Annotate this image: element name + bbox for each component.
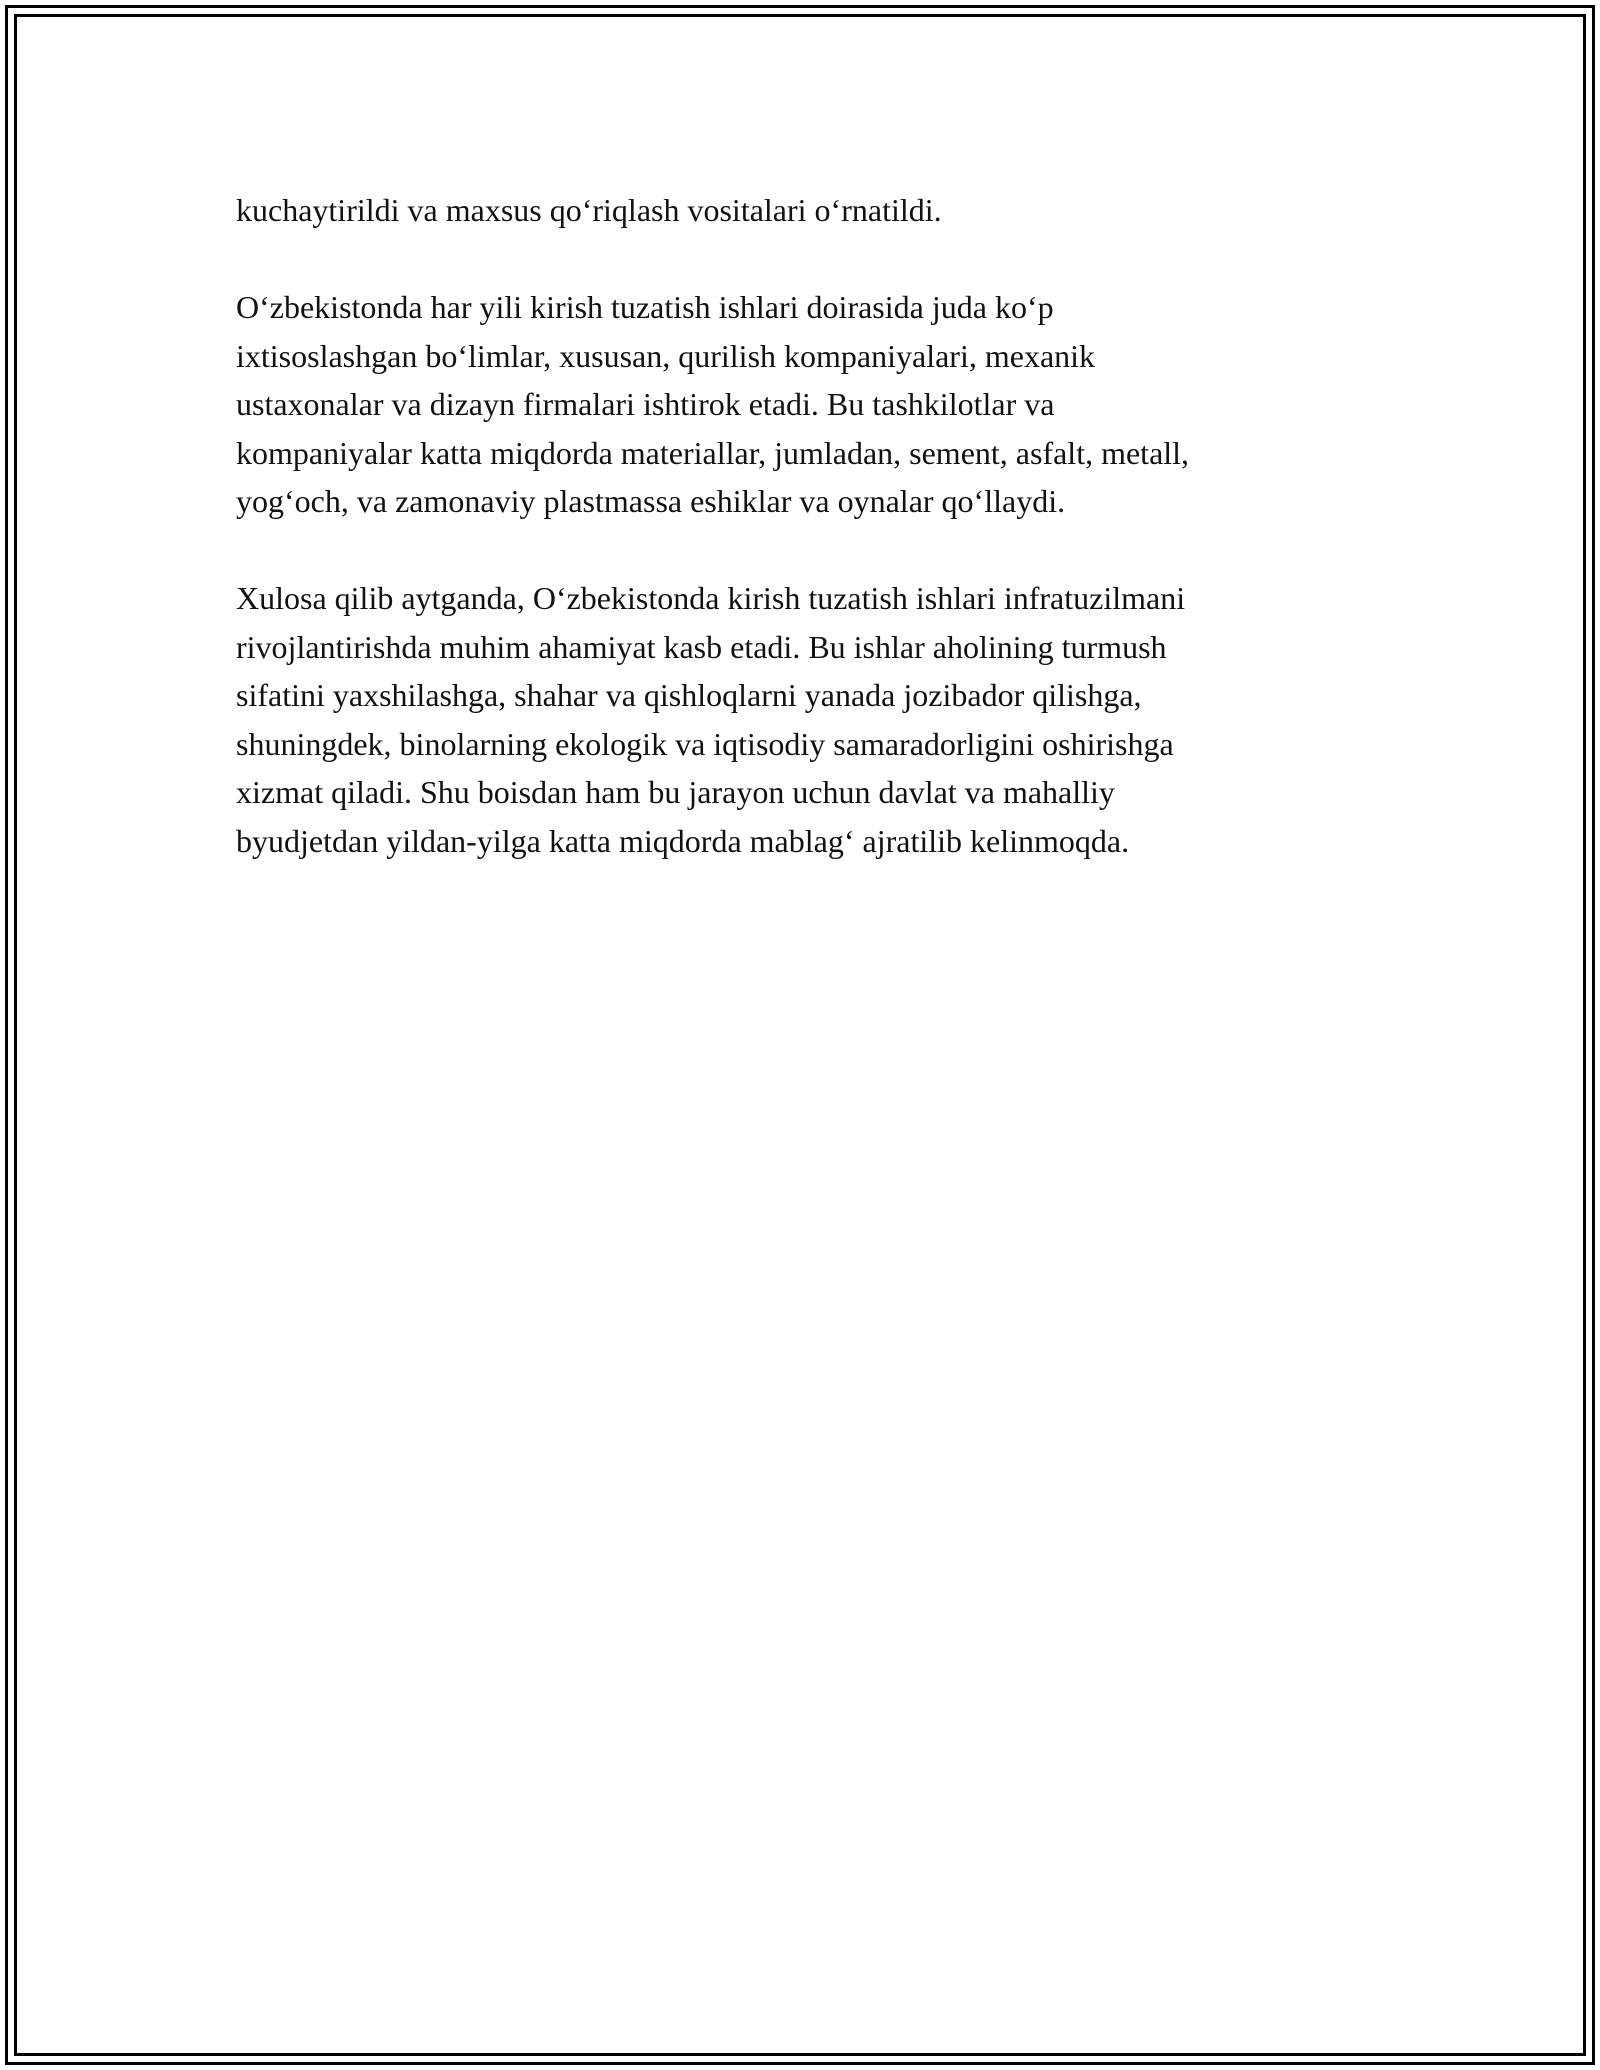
paragraph-1 bbox=[236, 186, 1356, 235]
document-body bbox=[236, 186, 1356, 865]
paragraph-line: xizmat qiladi. Shu boisdan ham bu jarayon uchun davlat va mahalliy bbox=[236, 774, 1115, 810]
paragraph-gap bbox=[236, 526, 1356, 575]
paragraph-line: ustaxonalar va dizayn firmalari ishtirok etadi. Bu tashkilotlar va bbox=[236, 386, 1055, 422]
paragraph-line: rivojlantirishda muhim ahamiyat kasb etadi. Bu ishlar aholining turmush bbox=[236, 628, 1167, 665]
paragraph-line: yog‘och, va zamonaviy plastmassa eshiklar va oynalar qo‘llaydi. bbox=[236, 483, 1066, 519]
paragraph-gap bbox=[236, 235, 1356, 284]
paragraph-line: byudjetdan yildan-yilga katta miqdorda mablag‘ ajratilib kelinmoqda. bbox=[236, 822, 1130, 859]
paragraph-line: kuchaytirildi va maxsus qo‘riqlash vositalari o‘rnatildi. bbox=[236, 192, 942, 228]
paragraph-line: kompaniyalar katta miqdorda materiallar, jumladan, sement, asfalt, metall, bbox=[236, 434, 1190, 471]
paragraph-line: ixtisoslashgan bo‘limlar, xususan, qurilish kompaniyalari, mexanik bbox=[236, 337, 1096, 374]
paragraph-3 bbox=[236, 574, 1356, 865]
paragraph-line: Xulosa qilib aytganda, O‘zbekistonda kirish tuzatish ishlari infratuzilmani bbox=[236, 580, 1186, 616]
paragraph-2 bbox=[236, 283, 1356, 526]
paragraph-line: O‘zbekistonda har yili kirish tuzatish ishlari doirasida juda ko‘p bbox=[236, 289, 1054, 325]
paragraph-line: sifatini yaxshilashga, shahar va qishloqlarni yanada jozibador qilishga, bbox=[236, 677, 1142, 713]
paragraph-line: shuningdek, binolarning ekologik va iqtisodiy samaradorligini oshirishga bbox=[236, 725, 1174, 762]
